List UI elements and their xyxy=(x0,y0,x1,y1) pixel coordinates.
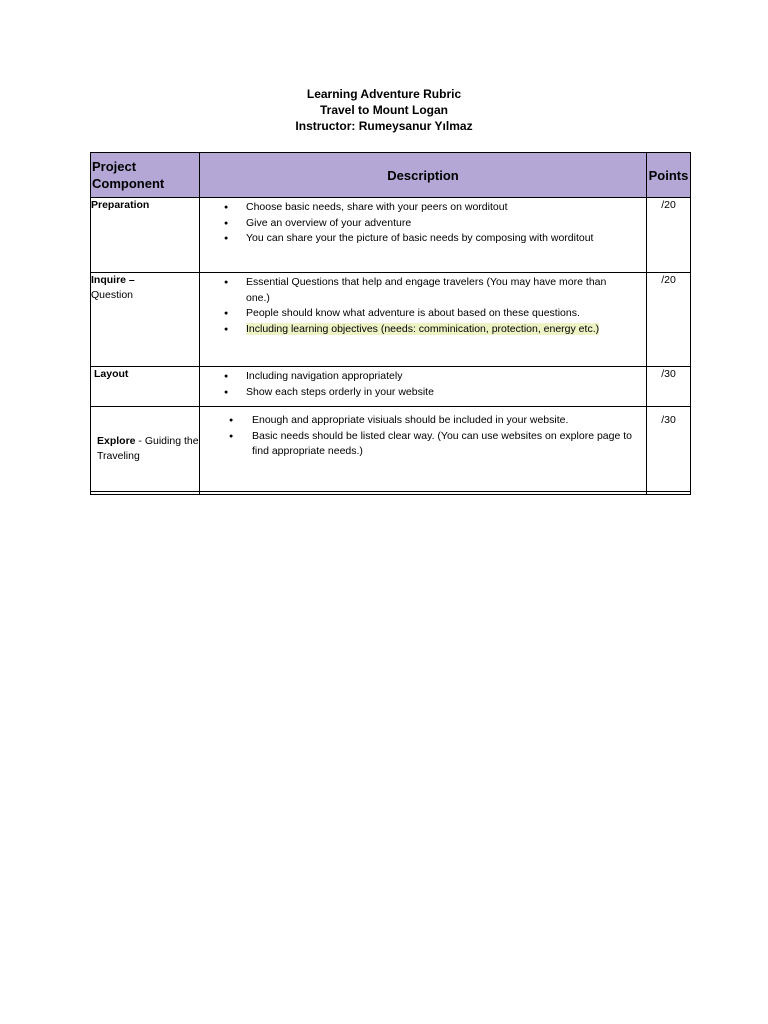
points-cell: /20 xyxy=(647,273,691,367)
component-name: Explore xyxy=(97,435,136,447)
spacer-cell xyxy=(91,492,200,495)
header-component-line1: Project xyxy=(92,159,137,174)
header-project-component xyxy=(91,153,200,198)
list-item: ● Enough and appropriate visiuals should be included in your website. xyxy=(200,413,646,429)
component-name-rest: Question xyxy=(91,289,134,301)
rubric-title: Learning Adventure Rubric xyxy=(306,87,462,101)
document-title-block xyxy=(0,86,768,134)
highlighted-text: Including learning objectives (needs: comminication, protection, energy etc.) xyxy=(246,322,600,335)
list-item: ● Show each steps orderly in your website xyxy=(200,385,646,401)
list-item xyxy=(200,322,646,338)
table-row xyxy=(91,198,691,273)
component-name: Layout xyxy=(94,368,129,380)
list-item: ● Basic needs should be listed clear way. (You can use websites on explore page to find appropriate needs.) xyxy=(200,429,646,460)
description-cell xyxy=(200,273,647,367)
points-cell: /20 xyxy=(647,198,691,273)
component-cell xyxy=(91,407,200,492)
table-header-row xyxy=(91,153,691,198)
header-component-line2: Component xyxy=(92,176,165,191)
component-name: Preparation xyxy=(91,199,150,211)
points-cell: /30 xyxy=(647,367,691,407)
component-cell xyxy=(91,367,200,407)
description-cell xyxy=(200,198,647,273)
description-cell xyxy=(200,367,647,407)
rubric-table xyxy=(90,152,691,495)
table-spacer-row xyxy=(91,492,691,495)
list-item: ● Choose basic needs, share with your peers on worditout xyxy=(200,200,646,216)
list-item: ● Including navigation appropriately xyxy=(200,369,646,385)
list-item: ● People should know what adventure is about based on these questions. xyxy=(200,306,646,322)
description-cell xyxy=(200,407,647,492)
component-cell xyxy=(91,273,200,367)
spacer-cell xyxy=(200,492,647,495)
list-item: ● You can share your the picture of basic needs by composing with worditout xyxy=(200,231,646,247)
table-row xyxy=(91,407,691,492)
list-item: ● Give an overview of your adventure xyxy=(200,216,646,232)
instructor-line: Instructor: Rumeysanur Yılmaz xyxy=(295,119,473,133)
table-row xyxy=(91,273,691,367)
header-description: Description xyxy=(200,153,647,198)
header-points: Points xyxy=(647,153,691,198)
component-name-rest: - Guiding the Traveling xyxy=(97,435,199,462)
spacer-cell xyxy=(647,492,691,495)
points-cell: /30 xyxy=(647,407,691,492)
table-row xyxy=(91,367,691,407)
component-name: Inquire – xyxy=(91,274,135,286)
component-cell xyxy=(91,198,200,273)
rubric-subtitle: Travel to Mount Logan xyxy=(320,103,448,117)
list-item: ● Essential Questions that help and engage travelers (You may have more than one.) xyxy=(200,275,646,306)
